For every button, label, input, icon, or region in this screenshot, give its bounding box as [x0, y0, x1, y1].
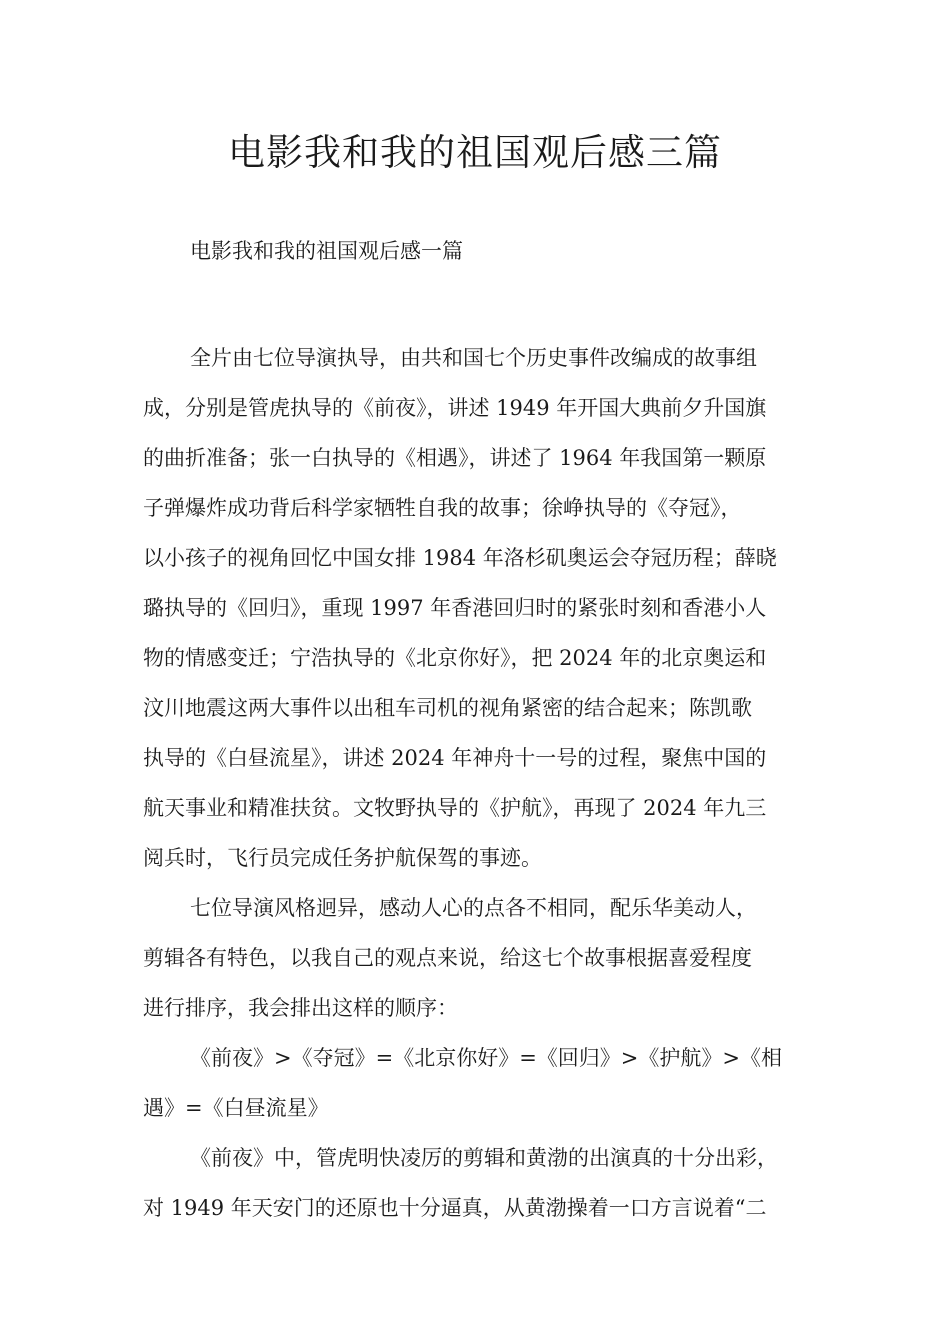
- text-line: 对 1949 年天安门的还原也十分逼真，从黄渤操着一口方言说着“二: [143, 1196, 767, 1220]
- text-line: 成，分别是管虎执导的《前夜》，讲述 1949 年开国大典前夕升国旗: [143, 396, 767, 420]
- document-title: 电影我和我的祖国观后感三篇: [228, 131, 722, 174]
- text-line: 璐执导的《回归》，重现 1997 年香港回归时的紧张时刻和香港小人: [143, 596, 767, 620]
- paragraph-eve-review: [143, 1133, 833, 1233]
- text-line: 《前夜》>《夺冠》=《北京你好》=《回归》>《护航》>《相: [190, 1046, 782, 1070]
- document-body: [143, 333, 833, 1233]
- text-line: 《前夜》中，管虎明快凌厉的剪辑和黄渤的出演真的十分出彩，: [190, 1146, 778, 1170]
- text-line: 航天事业和精准扶贫。文牧野执导的《护航》，再现了 2024 年九三: [143, 796, 767, 820]
- text-line: 子弹爆炸成功背后科学家牺牲自我的故事；徐峥执导的《夺冠》，: [143, 496, 742, 520]
- text-line: 执导的《白昼流星》，讲述 2024 年神舟十一号的过程，聚焦中国的: [143, 746, 767, 770]
- paragraph-ranking: [143, 1033, 833, 1133]
- paragraph-intro: [143, 333, 833, 883]
- paragraph-styles: [143, 883, 833, 1033]
- section-subtitle: 电影我和我的祖国观后感一篇: [190, 239, 463, 263]
- text-line: 的曲折准备；张一白执导的《相遇》，讲述了 1964 年我国第一颗原: [143, 446, 767, 470]
- text-line: 遇》=《白昼流星》: [143, 1096, 329, 1120]
- text-line: 以小孩子的视角回忆中国女排 1984 年洛杉矶奥运会夺冠历程；薛晓: [143, 546, 777, 570]
- text-line: 汶川地震这两大事件以出租车司机的视角紧密的结合起来；陈凯歌: [143, 696, 752, 720]
- text-line: 物的情感变迁；宁浩执导的《北京你好》，把 2024 年的北京奥运和: [143, 646, 767, 670]
- text-line: 剪辑各有特色，以我自己的观点来说，给这七个故事根据喜爱程度: [143, 946, 752, 970]
- text-line: 阅兵时，飞行员完成任务护航保驾的事迹。: [143, 846, 542, 870]
- text-line: 全片由七位导演执导，由共和国七个历史事件改编成的故事组: [190, 346, 757, 370]
- text-line: 进行排序，我会排出这样的顺序：: [143, 996, 458, 1020]
- text-line: 七位导演风格迥异，感动人心的点各不相同，配乐华美动人，: [190, 896, 757, 920]
